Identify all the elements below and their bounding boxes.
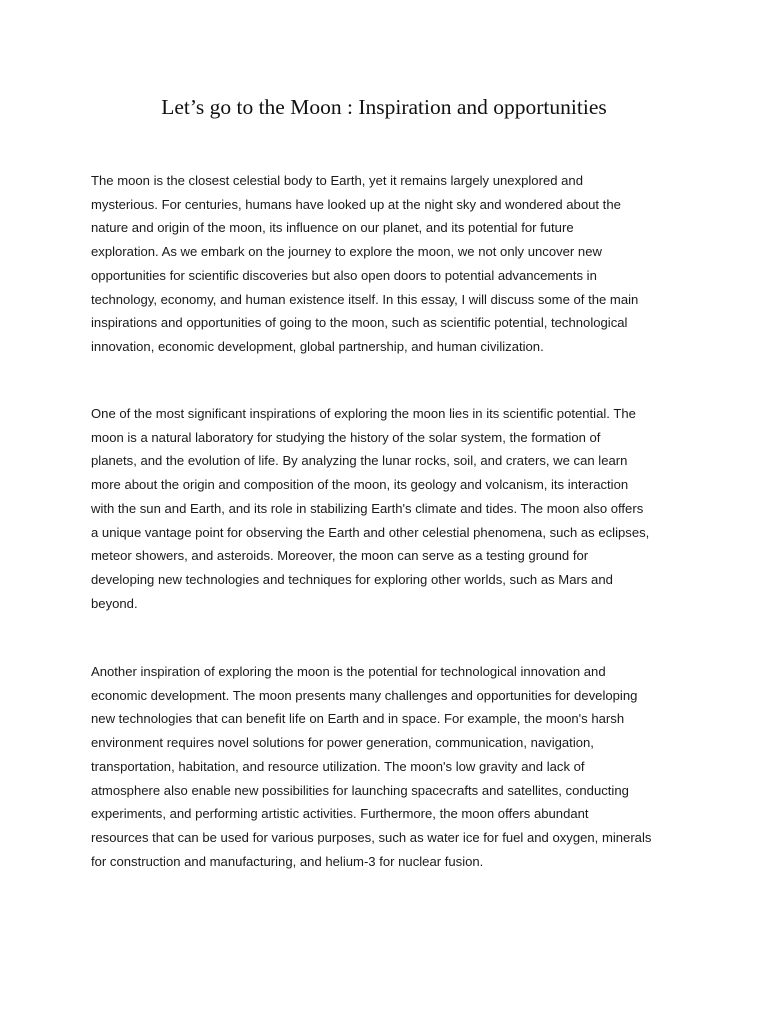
document-title: Let’s go to the Moon : Inspiration and opportunities (161, 95, 607, 119)
paragraph-line: transportation, habitation, and resource utilization. The moon's low gravity and lack of (91, 758, 585, 774)
paragraph-line: One of the most significant inspirations of exploring the moon lies in its scientific potential. The (91, 406, 636, 421)
paragraph-line: beyond. (91, 595, 138, 611)
paragraph-3 (91, 660, 683, 873)
paragraph-line: opportunities for scientific discoveries but also open doors to potential advancements in (91, 267, 597, 283)
paragraph-line: a unique vantage point for observing the Earth and other celestial phenomena, such as eclipses, (91, 524, 650, 540)
paragraph-line: more about the origin and composition of the moon, its geology and volcanism, its interaction (91, 477, 629, 493)
paragraph-line: The moon is the closest celestial body to Earth, yet it remains largely unexplored and (91, 173, 584, 188)
paragraph-line: developing new technologies and techniques for exploring other worlds, such as Mars and (91, 571, 613, 587)
paragraph-line: nature and origin of the moon, its influence on our planet, and its potential for future (91, 220, 574, 236)
paragraph-line: Another inspiration of exploring the moon is the potential for technological innovation and (91, 664, 606, 679)
paragraph-line: new technologies that can benefit life on Earth and in space. For example, the moon's harsh (91, 711, 625, 727)
paragraph-line: atmosphere also enable new possibilities for launching spacecrafts and satellites, conducting (91, 782, 629, 798)
paragraph-1 (91, 169, 683, 359)
paragraph-line: for construction and manufacturing, and helium-3 for nuclear fusion. (91, 853, 484, 869)
paragraph-2 (91, 402, 683, 615)
paragraph-line: mysterious. For centuries, humans have looked up at the night sky and wondered about the (91, 196, 621, 212)
paragraph-line: environment requires novel solutions for power generation, communication, navigation, (91, 735, 594, 751)
paragraph-line: planets, and the evolution of life. By analyzing the lunar rocks, soil, and craters, we can learn (91, 453, 628, 469)
paragraph-line: with the sun and Earth, and its role in stabilizing Earth's climate and tides. The moon also offers (91, 500, 644, 516)
paragraph-line: experiments, and performing artistic activities. Furthermore, the moon offers abundant (91, 806, 589, 822)
paragraph-line: exploration. As we embark on the journey to explore the moon, we not only uncover new (91, 244, 602, 260)
paragraph-line: economic development. The moon presents many challenges and opportunities for developing (91, 687, 638, 703)
paragraph-line: technology, economy, and human existence itself. In this essay, I will discuss some of the main (91, 291, 639, 307)
paragraph-line: resources that can be used for various purposes, such as water ice for fuel and oxygen, minerals (91, 829, 652, 845)
paragraph-line: inspirations and opportunities of going to the moon, such as scientific potential, technological (91, 315, 628, 331)
paragraph-line: moon is a natural laboratory for studying the history of the solar system, the formation of (91, 429, 601, 445)
paragraph-line: meteor showers, and asteroids. Moreover, the moon can serve as a testing ground for (91, 548, 589, 564)
paragraph-line: innovation, economic development, global partnership, and human civilization. (91, 338, 544, 354)
